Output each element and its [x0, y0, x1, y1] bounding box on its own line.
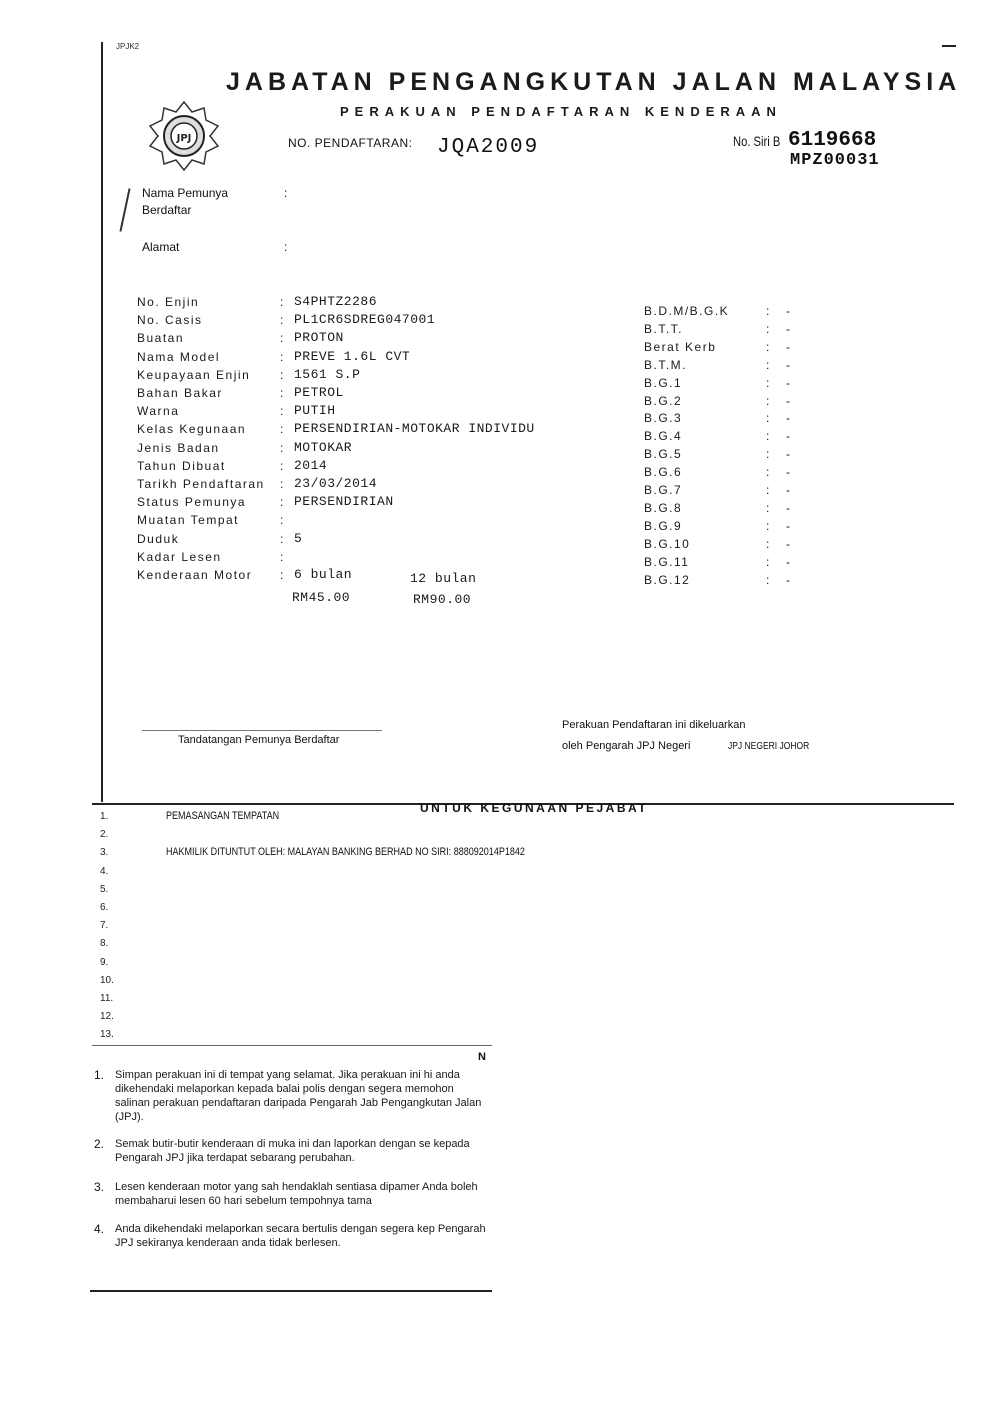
field-colon: : — [280, 477, 285, 491]
field-value: PETROL — [294, 385, 344, 400]
field-colon: : — [280, 331, 285, 345]
notes-bottom-line — [90, 1290, 492, 1292]
office-row-text: PEMASANGAN TEMPATAN — [166, 810, 280, 822]
office-row-number: 3. — [100, 847, 109, 858]
field-value: S4PHTZ2286 — [294, 294, 378, 309]
weight-field-value: - — [786, 429, 792, 443]
weight-field-label: B.G.8 — [644, 501, 683, 515]
field-value: PUTIH — [294, 403, 336, 418]
office-row-number: 6. — [100, 902, 109, 913]
field-colon: : — [280, 422, 285, 436]
weight-field-value: - — [786, 519, 792, 533]
issued-by-line1: Perakuan Pendaftaran ini dikeluarkan — [562, 719, 746, 731]
weight-field-colon: : — [766, 358, 771, 372]
field-label: Duduk — [137, 532, 180, 546]
owner-slash-mark — [119, 188, 130, 231]
note-text: Lesen kenderaan motor yang sah hendaklah sentiasa dipamer Anda boleh membaharui lesen 60 hari sebelum tempohnya tama — [115, 1181, 478, 1207]
form-code: JPJK2 — [116, 42, 140, 51]
field-colon: : — [280, 404, 285, 418]
weight-field-value: - — [786, 394, 792, 408]
field-label: Keupayaan Enjin — [137, 368, 251, 382]
weight-field-colon: : — [766, 501, 771, 515]
field-label: No. Enjin — [137, 295, 200, 309]
office-row-number: 11. — [100, 993, 114, 1004]
field-value: PERSENDIRIAN — [294, 494, 394, 509]
siri-label: No. Siri B — [733, 133, 781, 149]
address-colon: : — [284, 240, 288, 254]
signature-line — [142, 730, 382, 731]
field-label: Tahun Dibuat — [137, 459, 226, 473]
field-value: 5 — [294, 531, 303, 546]
field-label: Kelas Kegunaan — [137, 422, 247, 436]
field-value: 6 bulan — [294, 567, 353, 582]
note-number: 3. — [94, 1180, 105, 1194]
office-row-number: 2. — [100, 829, 109, 840]
weight-field-colon: : — [766, 465, 771, 479]
weight-field-value: - — [786, 501, 792, 515]
field-label: Kenderaan Motor — [137, 568, 253, 582]
issued-by-line2: oleh Pengarah JPJ Negeri — [562, 740, 691, 752]
weight-field-label: B.G.4 — [644, 429, 683, 443]
weight-field-label: B.T.T. — [644, 322, 684, 336]
weight-field-colon: : — [766, 483, 771, 497]
weight-field-value: - — [786, 358, 792, 372]
note-number: 2. — [94, 1137, 105, 1151]
notes-top-line — [92, 1045, 492, 1046]
weight-field-label: B.G.9 — [644, 519, 683, 533]
license-fee-6-month: RM45.00 — [292, 590, 351, 605]
owner-name-colon: : — [284, 186, 288, 200]
weight-field-colon: : — [766, 447, 771, 461]
office-row-number: 1. — [100, 811, 109, 822]
field-colon: : — [280, 313, 285, 327]
note-text: Simpan perakuan ini di tempat yang selamat. Jika perakuan ini hi anda dikehendaki melaporkan kepada balai polis dengan segera memohon salinan perakuan pendaftaran daripada Pengarah Jab Pengangkutan Jalan (JPJ). — [115, 1069, 482, 1123]
field-label: Nama Model — [137, 350, 221, 364]
field-value: MOTOKAR — [294, 440, 353, 455]
field-colon: : — [280, 441, 285, 455]
field-value: 2014 — [294, 458, 328, 473]
weight-field-colon: : — [766, 519, 771, 533]
weight-field-colon: : — [766, 411, 771, 425]
weight-field-value: - — [786, 483, 792, 497]
office-row-number: 9. — [100, 957, 109, 968]
siri-code: MPZ00031 — [790, 151, 880, 170]
office-row-number: 12. — [100, 1011, 114, 1022]
weight-field-label: B.G.2 — [644, 394, 683, 408]
weight-field-colon: : — [766, 537, 771, 551]
weight-field-colon: : — [766, 573, 771, 587]
page-title: JABATAN PENGANGKUTAN JALAN MALAYSIA — [226, 68, 962, 96]
license-12-month-label: 12 bulan — [410, 571, 477, 586]
field-label: Jenis Badan — [137, 441, 220, 455]
weight-field-colon: : — [766, 429, 771, 443]
note-text: Anda dikehendaki melaporkan secara bertulis dengan segera kep Pengarah JPJ sekiranya kenderaan anda tidak berlesen. — [115, 1223, 486, 1249]
address-label: Alamat — [142, 240, 180, 254]
weight-field-value: - — [786, 573, 792, 587]
office-row-number: 5. — [100, 884, 109, 895]
field-colon: : — [280, 295, 285, 309]
reg-no-label: NO. PENDAFTARAN: — [288, 136, 413, 150]
note-text: Semak butir-butir kenderaan di muka ini dan laporkan dengan se kepada Pengarah JPJ jika terdapat sebarang perubahan. — [115, 1138, 470, 1164]
weight-field-value: - — [786, 465, 792, 479]
field-label: Bahan Bakar — [137, 386, 223, 400]
weight-field-label: B.G.3 — [644, 411, 683, 425]
owner-name-label-2: Berdaftar — [142, 203, 192, 217]
field-label: Muatan Tempat — [137, 513, 239, 527]
weight-field-value: - — [786, 376, 792, 390]
field-value: PROTON — [294, 330, 344, 345]
note-number: 1. — [94, 1068, 105, 1082]
weight-field-label: Berat Kerb — [644, 340, 717, 354]
field-label: Status Pemunya — [137, 495, 247, 509]
weight-field-value: - — [786, 537, 792, 551]
weight-field-value: - — [786, 447, 792, 461]
top-right-dash — [942, 45, 956, 47]
weight-field-colon: : — [766, 376, 771, 390]
field-colon: : — [280, 568, 285, 582]
weight-field-value: - — [786, 555, 792, 569]
office-row-number: 8. — [100, 938, 109, 949]
page-subtitle: PERAKUAN PENDAFTARAN KENDERAAN — [340, 104, 782, 119]
field-value: PERSENDIRIAN-MOTOKAR INDIVIDU — [294, 421, 535, 436]
field-label: Kadar Lesen — [137, 550, 222, 564]
siri-value: 6119668 — [788, 129, 877, 152]
field-colon: : — [280, 495, 285, 509]
weight-field-colon: : — [766, 340, 771, 354]
note-number: 4. — [94, 1222, 105, 1236]
reg-no-value: JQA2009 — [437, 136, 540, 159]
owner-name-label: Nama Pemunya — [142, 186, 229, 200]
field-value: 1561 S.P — [294, 367, 361, 382]
field-value: PL1CR6SDREG047001 — [294, 312, 436, 327]
weight-field-colon: : — [766, 394, 771, 408]
svg-text:JPJ: JPJ — [176, 133, 192, 144]
left-border-line — [101, 42, 103, 802]
weight-field-value: - — [786, 304, 792, 318]
jpj-emblem-icon — [148, 100, 220, 172]
office-row-number: 7. — [100, 920, 109, 931]
office-row-number: 10. — [100, 975, 114, 986]
office-row-number: 13. — [100, 1029, 114, 1040]
field-colon: : — [280, 386, 285, 400]
weight-field-label: B.G.10 — [644, 537, 691, 551]
weight-field-value: - — [786, 340, 792, 354]
weight-field-label: B.G.11 — [644, 555, 690, 569]
field-colon: : — [280, 350, 285, 364]
issued-by-state: JPJ NEGERI JOHOR — [728, 741, 810, 752]
field-value: 23/03/2014 — [294, 476, 378, 491]
weight-field-colon: : — [766, 322, 771, 336]
owner-signature-label: Tandatangan Pemunya Berdaftar — [178, 734, 340, 746]
field-label: Tarikh Pendaftaran — [137, 477, 265, 491]
weight-field-label: B.G.7 — [644, 483, 683, 497]
field-value: PREVE 1.6L CVT — [294, 349, 411, 364]
office-use-title: UNTUK KEGUNAAN PEJABAT — [420, 801, 649, 815]
weight-field-colon: : — [766, 555, 771, 569]
weight-field-value: - — [786, 322, 792, 336]
weight-field-label: B.G.1 — [644, 376, 683, 390]
weight-field-value: - — [786, 411, 792, 425]
weight-field-label: B.G.12 — [644, 573, 691, 587]
office-row-number: 4. — [100, 866, 109, 877]
license-fee-12-month: RM90.00 — [413, 592, 472, 607]
weight-field-label: B.G.5 — [644, 447, 683, 461]
field-colon: : — [280, 532, 285, 546]
office-row-text: HAKMILIK DITUNTUT OLEH: MALAYAN BANKING BERHAD NO SIRI: 888092014P1842 — [166, 846, 525, 858]
weight-field-label: B.T.M. — [644, 358, 688, 372]
field-colon: : — [280, 513, 285, 527]
weight-field-label: B.D.M/B.G.K — [644, 304, 730, 318]
field-label: No. Casis — [137, 313, 203, 327]
field-colon: : — [280, 368, 285, 382]
weight-field-colon: : — [766, 304, 771, 318]
field-colon: : — [280, 550, 285, 564]
field-label: Warna — [137, 404, 180, 418]
field-colon: : — [280, 459, 285, 473]
field-label: Buatan — [137, 331, 185, 345]
notes-head: N — [478, 1051, 486, 1063]
weight-field-label: B.G.6 — [644, 465, 683, 479]
